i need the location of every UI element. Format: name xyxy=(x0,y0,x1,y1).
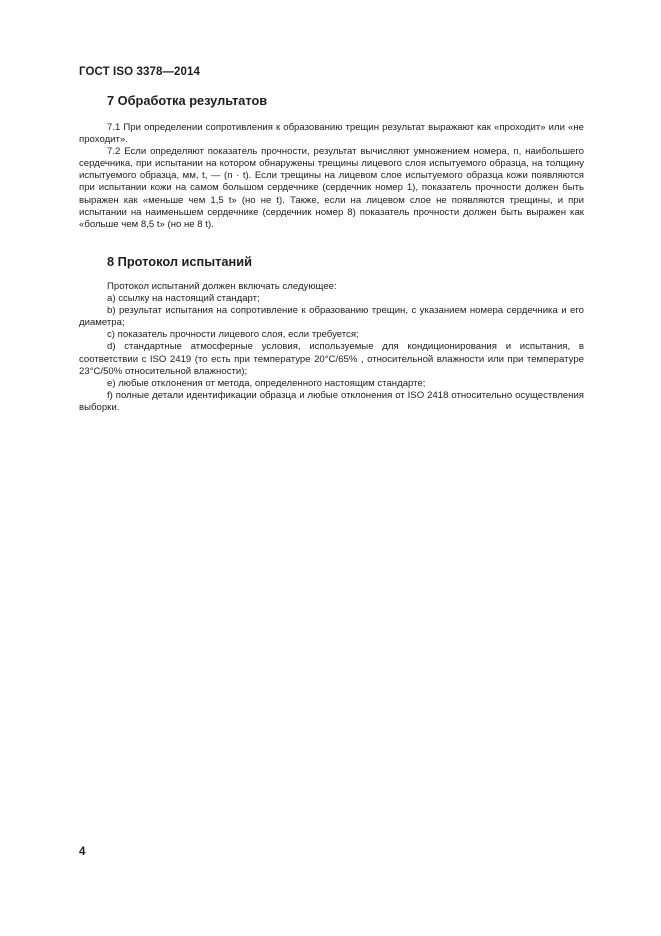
list-item-c: c) показатель прочности лицевого слоя, если требуется; xyxy=(107,329,359,341)
paragraph-7-2: 7.2 Если определяют показатель прочности, результат вычисляют умножением номера, n, наибольшего сердечника, при испытании на котором обнаружены трещины лицевого слоя испытуемого образца, на толщину испытуемого образца, мм, t, — (n · t). Если трещины на лицевом слое испытуемого образца кожи появляются при испытании кожи на самом большом сердечнике (сердечник номер 1), показатель прочности должен быть выражен как «меньше чем 1,5 t» (но не t). Также, если на лицевом слое не появляются трещины, и при испытании на наименьшем сердечнике (сердечник номер 8) показатель прочности должен быть выражен как «больше чем 8,5 t» (но не 8 t). xyxy=(79,146,584,230)
section-8-body xyxy=(79,281,584,414)
section-8-title: 8 Протокол испытаний xyxy=(107,254,253,269)
list-item-b: b) результат испытания на сопротивление к образованию трещин, с указанием номера сердечника и его диаметра; xyxy=(79,305,584,329)
list-item-a: а) ссылку на настоящий стандарт; xyxy=(107,293,260,305)
section-7-body xyxy=(79,122,584,231)
list-intro: Протокол испытаний должен включать следующее: xyxy=(107,281,337,292)
page-number: 4 xyxy=(79,846,86,858)
list-item-e: e) любые отклонения от метода, определенного настоящим стандарте; xyxy=(107,377,426,389)
document-header: ГОСТ ISO 3378—2014 xyxy=(79,66,201,78)
section-7-title: 7 Обработка результатов xyxy=(107,93,268,108)
paragraph-7-1: 7.1 При определении сопротивления к образованию трещин результат выражают как «проходит» или «не проходит». xyxy=(79,122,584,146)
list-item-d: d) стандартные атмосферные условия, используемые для кондиционирования и испытания, в соответствии с ISO 2419 (то есть при температуре 20°C/65% , относительной влажности или при температуре 23°C/50% относительной влажности); xyxy=(79,341,584,377)
list-item-f: f) полные детали идентификации образца и любые отклонения от ISO 2418 относительно осуществления выборки. xyxy=(79,389,584,413)
